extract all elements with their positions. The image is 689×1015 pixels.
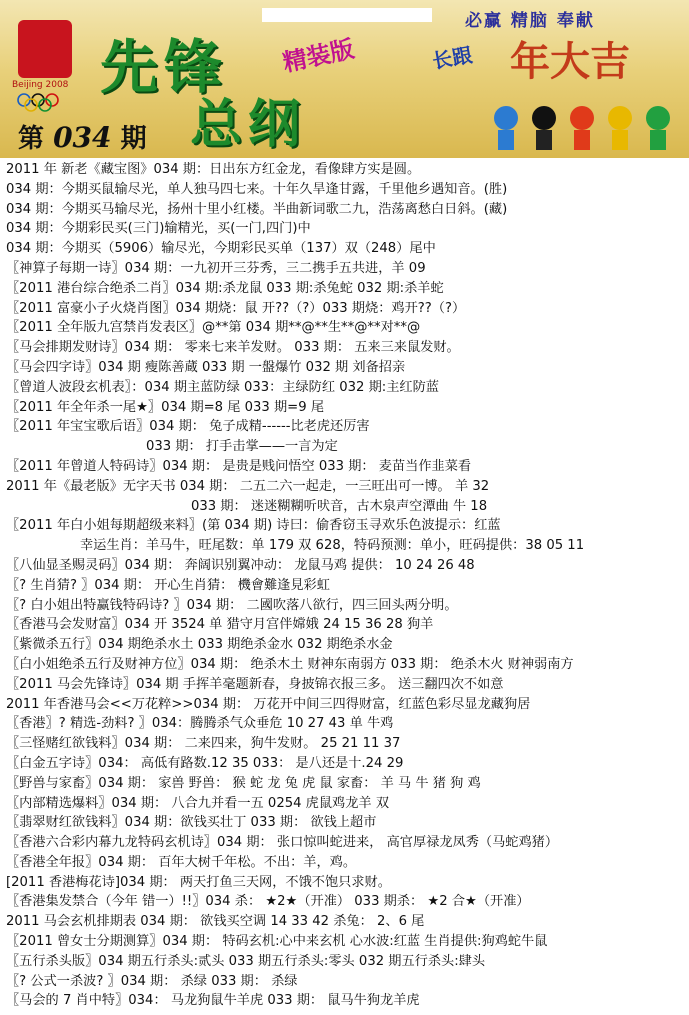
line-31: 〖白金五字诗〗034： 高低有路数.12 35 033： 是八还是十.24 29	[6, 755, 404, 771]
line-41: 〖五行杀头版〗034 期五行杀头:贰头 033 期五行杀头:零头 032 期五行杀头:肆头	[6, 953, 486, 969]
beijing-text: Beijing 2008	[12, 80, 69, 90]
line-10: 〖马会排期发财诗〗034 期： 零来七来羊发财。 033 期： 五来三来鼠发财。	[6, 340, 460, 356]
beijing-2008-logo	[12, 20, 82, 116]
line-2: 034 期：今期买鼠输尽光，单人独马四七来。十年久旱逢甘露，千里他乡遇知音。(胜)	[6, 181, 508, 197]
line-15: 033 期： 打手击掌——一言为定	[146, 439, 338, 455]
line-6: 〖神算子每期一诗〗034 期：一九初开三芬秀，三二携手五共进，羊 09	[6, 260, 426, 276]
issue-label: 第 034 期	[18, 121, 147, 154]
line-30: 〖三怪赌红欲钱料〗034 期： 二来四来，狗牛发财。 25 21 11 37	[6, 736, 401, 752]
line-14: 〖2011 年宝宝歌后语〗034 期： 兔子成精------比老虎还厉害	[6, 419, 370, 435]
olympic-rings-icon	[12, 92, 82, 112]
line-20: 幸运生肖：羊马牛，旺尾数：单 179 双 628，特码预测：单小，旺码提供：38 05 11	[80, 538, 585, 554]
edition-label: 精装版	[280, 34, 357, 78]
line-3: 034 期：今期买马输尽光，扬州十里小红楼。半曲新词歌二九，浩荡离愁白日斜。(藏)	[6, 201, 508, 217]
line-36: 〖香港全年报〗034 期： 百年大树千年松。不出：羊，鸡。	[6, 854, 357, 870]
issue-number: 034	[53, 121, 112, 154]
line-19: 〖2011 年白小姐每期超级来料〗(第 034 期) 诗曰：偷香窃玉寻欢乐色波提示：红蓝	[6, 518, 501, 534]
line-4: 034 期：今期彩民买(三门)输精光，买(一门,四门)中	[6, 221, 311, 237]
line-33: 〖内部精选爆料〗034 期： 八合九并看一五 0254 虎鼠鸡龙羊 双	[6, 795, 390, 811]
line-11: 〖马会四字诗〗034 期 瘦陈善蔵 033 期 一盤爆竹 032 期 刘备招亲	[6, 359, 406, 375]
line-26: 〖白小姐绝杀五行及财神方位〗034 期： 绝杀木土 财神东南弱方 033 期： 绝杀木火 财神弱南方	[6, 656, 574, 672]
slogan: 必赢 精脑 奉献	[465, 11, 595, 31]
line-40: 〖2011 曾女士分期测算〗034 期： 特码玄机:心中来玄机 心水波:红蓝 生肖提供:狗鸡蛇牛鼠	[6, 934, 548, 950]
line-5: 034 期：今期买（5906）输尽光，今期彩民买单（137）双（248）尾中	[6, 241, 436, 257]
line-18: 033 期： 迷迷糊糊听吠音，古木泉声空潭曲 牛 18	[191, 498, 488, 514]
line-28: 2011 年香港马会<<万花粹>>034 期： 万花开中间三四得财富，红蓝色彩尽显龙藏狗居	[6, 696, 531, 712]
line-1: 2011 年 新老《藏宝图》034 期：日出东方红金龙，看像肆方实是圆。	[6, 162, 421, 177]
line-34: 〖翡翠财红欲钱料〗034 期：欲钱买壮丁 033 期： 欲钱上超市	[6, 815, 377, 831]
line-22: 〖? 生肖猜? 〗034 期： 开心生肖猜： 機會難逢見彩虹	[6, 577, 330, 593]
line-27: 〖2011 马会先锋诗〗034 期 手挥羊毫题新春，身披锦衣报三多。 送三翻四次不如意	[6, 676, 504, 692]
line-37: [2011 香港梅花诗]034 期： 两天打鱼三天网，不饿不饱只求财。	[6, 874, 391, 890]
line-13: 〖2011 年全年杀一尾★〗034 期=8 尾 033 期=9 尾	[6, 399, 325, 415]
follow-label: 长跟	[430, 42, 475, 74]
top-strip	[262, 8, 432, 22]
content-lines	[6, 160, 686, 1011]
header-banner	[0, 0, 689, 158]
title-line1: 先锋	[100, 33, 229, 101]
title-line2: 总纲	[190, 94, 307, 155]
line-29: 〖香港〗? 精选-劲料? 〗034：腾腾杀气众垂危 10 27 43 单 牛鸡	[6, 716, 394, 732]
line-42: 〖? 公式一杀波? 〗034 期： 杀绿 033 期： 杀绿	[6, 973, 298, 989]
line-39: 2011 马会玄机排期表 034 期： 欲钱买空调 14 33 42 杀兔： 2、6 尾	[6, 914, 425, 930]
line-17: 2011 年《最老版》无字天书 034 期： 二五二六一起走，一三旺出可一博。 羊 32	[6, 478, 490, 494]
mascots-icon	[486, 96, 686, 156]
line-38: 〖香港集发禁合（今年 错一）!!〗034 杀： ★2★（开准） 033 期杀： ★2 合★（开准）	[6, 894, 530, 910]
emblem-icon	[18, 20, 72, 78]
line-16: 〖2011 年曾道人特码诗〗034 期： 是贵是贱问悟空 033 期： 麦苗当作韭菜看	[6, 458, 472, 474]
line-43: 〖马会的 7 肖中特〗034： 马龙狗鼠牛羊虎 033 期： 鼠马牛狗龙羊虎	[6, 993, 420, 1009]
line-9: 〖2011 全年版九宫禁肖发表区〗@**第 034 期**@**生**@**对**@	[6, 320, 421, 336]
line-21: 〖八仙显圣赐灵码〗034 期： 奔阔识别翼冲动： 龙鼠马鸡 提供： 10 24 26 48	[6, 557, 475, 573]
line-7: 〖2011 港台综合绝杀二肖〗034 期:杀龙鼠 033 期:杀兔蛇 032 期:杀羊蛇	[6, 280, 444, 296]
line-12: 〖曾道人波段玄机表〗：034 期主蓝防绿 033：主绿防红 032 期:主红防蓝	[6, 379, 439, 395]
line-32: 〖野兽与家畜〗034 期： 家兽 野兽： 猴 蛇 龙 兔 虎 鼠 家畜： 羊 马 牛 猪 狗 鸡	[6, 775, 481, 791]
line-25: 〖紫微杀五行〗034 期绝杀水土 033 期绝杀金水 032 期绝杀水金	[6, 637, 393, 653]
banner-text: 年大吉	[510, 39, 630, 85]
line-24: 〖香港马会发财富〗034 开 3524 单 猎守月宫伴嫦娥 24 15 36 28 狗羊	[6, 617, 434, 633]
line-8: 〖2011 富豪小子火烧肖图〗034 期烧：鼠 开??（?）033 期烧：鸡开??（?）	[6, 300, 466, 316]
line-35: 〖香港六合彩内幕九龙特码玄机诗〗034 期： 张口惊叫蛇进来， 高官厚禄龙凤秀（马蛇鸡猪）	[6, 835, 559, 851]
line-23: 〖? 白小姐出特赢钱特码诗? 〗034 期： 二國吹落八欲行，四三回头两分明。	[6, 597, 458, 613]
